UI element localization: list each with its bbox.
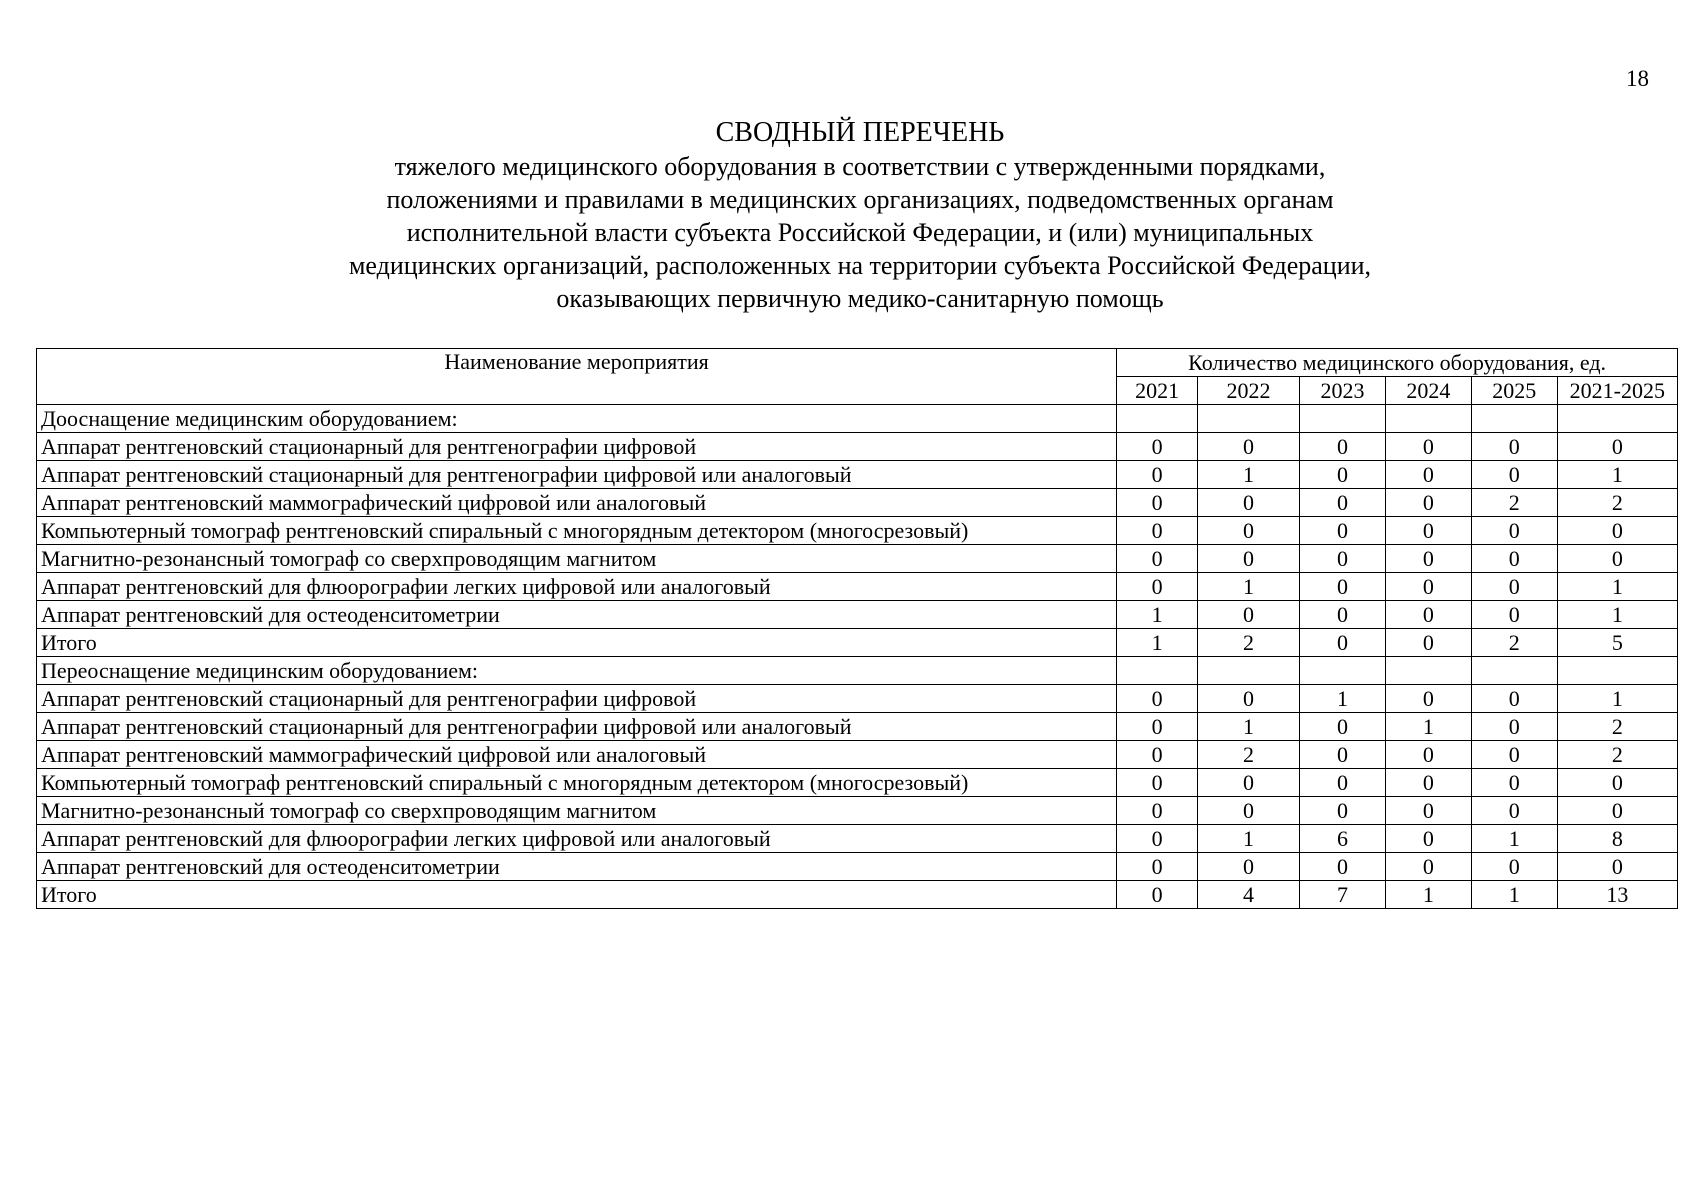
section-header-row: [37, 405, 1678, 433]
value-cell: 1: [1557, 461, 1677, 489]
empty-cell: [1471, 657, 1557, 685]
value-cell: 0: [1300, 545, 1386, 573]
row-name: Аппарат рентгеновский для флюорографии легких цифровой или аналоговый: [37, 825, 1117, 853]
value-cell: 0: [1385, 853, 1471, 881]
value-cell: 0: [1471, 573, 1557, 601]
title-line: оказывающих первичную медико-санитарную помощь: [556, 284, 1164, 313]
equipment-table: [36, 348, 1678, 909]
value-cell: 1: [1471, 881, 1557, 909]
value-cell: 0: [1198, 797, 1300, 825]
value-cell: 0: [1471, 713, 1557, 741]
empty-cell: [1300, 405, 1386, 433]
value-cell: 0: [1385, 601, 1471, 629]
row-name: Итого: [37, 881, 1117, 909]
value-cell: 0: [1385, 629, 1471, 657]
table-row: [37, 433, 1678, 461]
empty-cell: [1385, 657, 1471, 685]
value-cell: 0: [1557, 769, 1677, 797]
value-cell: 0: [1300, 741, 1386, 769]
table-row: [37, 461, 1678, 489]
row-name: Аппарат рентгеновский стационарный для рентгенографии цифровой или аналоговый: [37, 461, 1117, 489]
value-cell: 0: [1198, 685, 1300, 713]
value-cell: 1: [1117, 629, 1198, 657]
value-cell: 5: [1557, 629, 1677, 657]
value-cell: 0: [1198, 545, 1300, 573]
value-cell: 1: [1198, 461, 1300, 489]
empty-cell: [1557, 405, 1677, 433]
header-name: Наименование мероприятия: [37, 349, 1117, 405]
table-row: [37, 601, 1678, 629]
value-cell: 2: [1557, 741, 1677, 769]
value-cell: 1: [1385, 881, 1471, 909]
value-cell: 0: [1385, 573, 1471, 601]
value-cell: 0: [1198, 769, 1300, 797]
value-cell: 0: [1198, 517, 1300, 545]
value-cell: 1: [1471, 825, 1557, 853]
value-cell: 0: [1198, 489, 1300, 517]
value-cell: 0: [1198, 853, 1300, 881]
value-cell: 2: [1198, 741, 1300, 769]
row-name: Аппарат рентгеновский маммографический цифровой или аналоговый: [37, 489, 1117, 517]
value-cell: 6: [1300, 825, 1386, 853]
value-cell: 0: [1198, 433, 1300, 461]
row-name: Магнитно-резонансный томограф со сверхпроводящим магнитом: [37, 545, 1117, 573]
table-row: [37, 489, 1678, 517]
value-cell: 0: [1198, 601, 1300, 629]
value-cell: 0: [1471, 433, 1557, 461]
value-cell: 1: [1198, 713, 1300, 741]
value-cell: 2: [1557, 489, 1677, 517]
value-cell: 0: [1385, 433, 1471, 461]
value-cell: 0: [1471, 517, 1557, 545]
empty-cell: [1198, 657, 1300, 685]
value-cell: 0: [1471, 741, 1557, 769]
header-year: 2021: [1117, 377, 1198, 405]
value-cell: 2: [1471, 489, 1557, 517]
value-cell: 13: [1557, 881, 1677, 909]
value-cell: 0: [1385, 769, 1471, 797]
table-row: [37, 517, 1678, 545]
value-cell: 0: [1471, 797, 1557, 825]
value-cell: 1: [1557, 601, 1677, 629]
value-cell: 0: [1117, 825, 1198, 853]
value-cell: 0: [1471, 853, 1557, 881]
row-name: Компьютерный томограф рентгеновский спиральный с многорядным детектором (многосрезовый): [37, 769, 1117, 797]
title-line: исполнительной власти субъекта Российской Федерации, и (или) муниципальных: [406, 218, 1314, 247]
table-row: [37, 545, 1678, 573]
row-name: Аппарат рентгеновский маммографический цифровой или аналоговый: [37, 741, 1117, 769]
value-cell: 0: [1557, 545, 1677, 573]
value-cell: 2: [1557, 713, 1677, 741]
value-cell: 1: [1557, 573, 1677, 601]
value-cell: 1: [1557, 685, 1677, 713]
value-cell: 1: [1198, 573, 1300, 601]
row-name: Аппарат рентгеновский для флюорографии легких цифровой или аналоговый: [37, 573, 1117, 601]
value-cell: 7: [1300, 881, 1386, 909]
value-cell: 0: [1117, 741, 1198, 769]
value-cell: 0: [1385, 545, 1471, 573]
value-cell: 0: [1117, 461, 1198, 489]
total-row: [37, 629, 1678, 657]
value-cell: 0: [1471, 601, 1557, 629]
value-cell: 0: [1300, 461, 1386, 489]
title-main: СВОДНЫЙ ПЕРЕЧЕНЬ: [715, 117, 1005, 148]
empty-cell: [1557, 657, 1677, 685]
value-cell: 0: [1557, 797, 1677, 825]
value-cell: 0: [1385, 489, 1471, 517]
section-title: Переоснащение медицинским оборудованием:: [37, 657, 1117, 685]
value-cell: 0: [1385, 517, 1471, 545]
row-name: Аппарат рентгеновский стационарный для рентгенографии цифровой: [37, 685, 1117, 713]
header-quantity: Количество медицинского оборудования, ед.: [1117, 349, 1678, 377]
row-name: Магнитно-резонансный томограф со сверхпроводящим магнитом: [37, 797, 1117, 825]
empty-cell: [1198, 405, 1300, 433]
value-cell: 0: [1471, 461, 1557, 489]
value-cell: 0: [1471, 545, 1557, 573]
value-cell: 1: [1385, 713, 1471, 741]
value-cell: 1: [1117, 601, 1198, 629]
value-cell: 0: [1300, 713, 1386, 741]
row-name: Компьютерный томограф рентгеновский спиральный с многорядным детектором (многосрезовый): [37, 517, 1117, 545]
table-row: [37, 713, 1678, 741]
value-cell: 2: [1198, 629, 1300, 657]
row-name: Аппарат рентгеновский стационарный для рентгенографии цифровой: [37, 433, 1117, 461]
value-cell: 0: [1117, 489, 1198, 517]
value-cell: 0: [1557, 853, 1677, 881]
row-name: Аппарат рентгеновский стационарный для рентгенографии цифровой или аналоговый: [37, 713, 1117, 741]
row-name: Итого: [37, 629, 1117, 657]
section-header-row: [37, 657, 1678, 685]
value-cell: 0: [1471, 769, 1557, 797]
empty-cell: [1117, 405, 1198, 433]
value-cell: 8: [1557, 825, 1677, 853]
value-cell: 1: [1300, 685, 1386, 713]
value-cell: 0: [1300, 853, 1386, 881]
value-cell: 0: [1117, 517, 1198, 545]
value-cell: 0: [1385, 461, 1471, 489]
value-cell: 2: [1471, 629, 1557, 657]
page-number: 18: [1626, 66, 1649, 91]
value-cell: 0: [1117, 769, 1198, 797]
title-line: тяжелого медицинского оборудования в соответствии с утвержденными порядками,: [394, 152, 1326, 181]
header-year: 2024: [1385, 377, 1471, 405]
table-header: [37, 349, 1678, 405]
total-row: [37, 881, 1678, 909]
value-cell: 4: [1198, 881, 1300, 909]
empty-cell: [1385, 405, 1471, 433]
value-cell: 0: [1300, 601, 1386, 629]
value-cell: 0: [1385, 797, 1471, 825]
header-year: 2025: [1471, 377, 1557, 405]
header-year: 2021-2025: [1557, 377, 1677, 405]
value-cell: 0: [1117, 797, 1198, 825]
value-cell: 0: [1385, 741, 1471, 769]
value-cell: 0: [1557, 517, 1677, 545]
empty-cell: [1300, 657, 1386, 685]
header-year: 2022: [1198, 377, 1300, 405]
title-line: медицинских организаций, расположенных на территории субъекта Российской Федерации,: [348, 251, 1372, 280]
value-cell: 0: [1557, 433, 1677, 461]
value-cell: 0: [1117, 881, 1198, 909]
table-row: [37, 685, 1678, 713]
section-title: Дооснащение медицинским оборудованием:: [37, 405, 1117, 433]
row-name: Аппарат рентгеновский для остеоденситометрии: [37, 853, 1117, 881]
value-cell: 0: [1300, 489, 1386, 517]
table-row: [37, 741, 1678, 769]
value-cell: 0: [1300, 517, 1386, 545]
table-row: [37, 769, 1678, 797]
table-row: [37, 825, 1678, 853]
table-row: [37, 797, 1678, 825]
table-row: [37, 853, 1678, 881]
value-cell: 0: [1300, 797, 1386, 825]
value-cell: 0: [1385, 825, 1471, 853]
value-cell: 0: [1117, 545, 1198, 573]
document-title: [250, 116, 1470, 315]
value-cell: 0: [1471, 685, 1557, 713]
value-cell: 0: [1117, 853, 1198, 881]
title-line: положениями и правилами в медицинских организациях, подведомственных органам: [386, 185, 1334, 214]
empty-cell: [1117, 657, 1198, 685]
value-cell: 0: [1117, 685, 1198, 713]
value-cell: 0: [1300, 769, 1386, 797]
value-cell: 0: [1117, 713, 1198, 741]
value-cell: 0: [1385, 685, 1471, 713]
value-cell: 0: [1300, 433, 1386, 461]
header-year: 2023: [1300, 377, 1386, 405]
table-row: [37, 573, 1678, 601]
row-name: Аппарат рентгеновский для остеоденситометрии: [37, 601, 1117, 629]
value-cell: 0: [1300, 573, 1386, 601]
empty-cell: [1471, 405, 1557, 433]
value-cell: 0: [1117, 433, 1198, 461]
value-cell: 1: [1198, 825, 1300, 853]
value-cell: 0: [1117, 573, 1198, 601]
value-cell: 0: [1300, 629, 1386, 657]
table-body: [37, 405, 1678, 909]
